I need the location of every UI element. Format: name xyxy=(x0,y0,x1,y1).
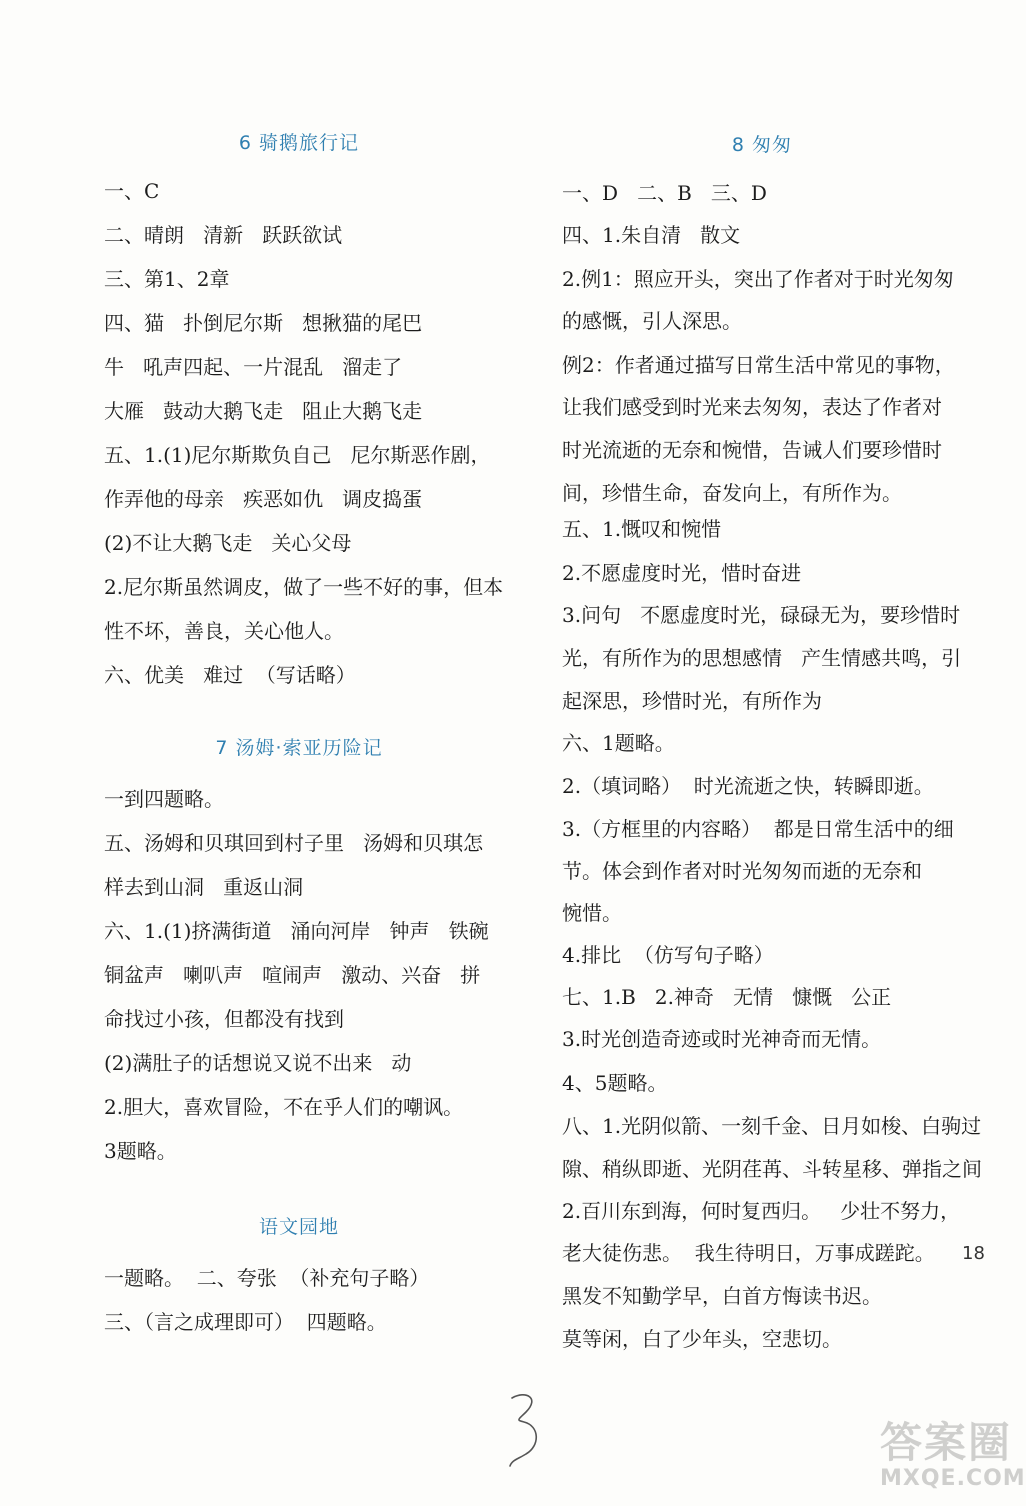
answer-line: 八、1.光阴似箭、一刻千金、日月如梭、白驹过 xyxy=(562,1114,982,1138)
answer-line: 4.排比 （仿写句子略） xyxy=(562,943,774,967)
page-number: 18 xyxy=(962,1243,985,1264)
answer-line: 3.问句 不愿虚度时光，碌碌无为，要珍惜时 xyxy=(562,603,961,627)
answer-line: 五、汤姆和贝琪回到村子里 汤姆和贝琪怎 xyxy=(104,831,484,855)
answer-line: 2.尼尔斯虽然调皮，做了一些不好的事，但本 xyxy=(104,575,504,599)
answer-line: 光，有所作为的思想感情 产生情感共鸣，引 xyxy=(562,646,962,670)
answer-line: 七、1.B 2.神奇 无情 慷慨 公正 xyxy=(562,985,892,1009)
answer-line: 莫等闲，白了少年头，空悲切。 xyxy=(562,1327,842,1351)
answer-line: 2.不愿虚度时光，惜时奋进 xyxy=(562,561,802,585)
answer-line: 起深思，珍惜时光，有所作为 xyxy=(562,689,822,713)
answer-line: 3.（方框里的内容略） 都是日常生活中的细 xyxy=(562,817,954,841)
answer-line: 铜盆声 喇叭声 喧闹声 激动、兴奋 拼 xyxy=(104,963,481,987)
answer-line: 三、第1、2章 xyxy=(104,267,230,291)
answer-line: 3.时光创造奇迹或时光神奇而无情。 xyxy=(562,1027,882,1051)
answer-line: 一到四题略。 xyxy=(104,787,224,811)
section-6-title: 6 骑鹅旅行记 xyxy=(238,132,360,154)
answer-line: 让我们感受到时光来去匆匆，表达了作者对 xyxy=(562,395,942,419)
answer-line: 节。体会到作者对时光匆匆而逝的无奈和 xyxy=(562,859,922,883)
answer-line: (2)不让大鹅飞走 关心父母 xyxy=(104,531,352,555)
answer-line: 样去到山洞 重返山洞 xyxy=(104,875,304,899)
answer-line: 作弄他的母亲 疾恶如仇 调皮捣蛋 xyxy=(104,487,423,511)
answer-line: 时光流逝的无奈和惋惜，告诫人们要珍惜时 xyxy=(562,438,942,462)
answer-line: 3题略。 xyxy=(104,1139,177,1163)
answer-line: 2.百川东到海，何时复西归。 少壮不努力， xyxy=(562,1199,961,1223)
watermark-main: 答案圈 xyxy=(880,1418,1013,1467)
answer-line: 六、1.(1)挤满街道 涌向河岸 钟声 铁碗 xyxy=(104,919,489,943)
answer-line: 六、1题略。 xyxy=(562,731,675,755)
watermark xyxy=(880,1410,1026,1491)
section-8-title: 8 匆匆 xyxy=(731,134,793,156)
answer-line: 2.胆大，喜欢冒险，不在乎人们的嘲讽。 xyxy=(104,1095,464,1119)
answer-line: 一、C xyxy=(104,179,160,203)
answer-line: (2)满肚子的话想说又说不出来 动 xyxy=(104,1051,412,1075)
answer-line: 四、1.朱自清 散文 xyxy=(562,223,741,247)
watermark-url: MXQE.COM xyxy=(880,1466,1026,1491)
answer-line: 四、猫 扑倒尼尔斯 想揪猫的尾巴 xyxy=(104,311,423,335)
handwritten-scribble xyxy=(500,1390,550,1470)
answer-line: 五、1.慨叹和惋惜 xyxy=(562,517,722,541)
answer-line: 性不坏，善良，关心他人。 xyxy=(104,619,344,643)
answer-line: 一题略。 二、夸张 （补充句子略） xyxy=(104,1266,430,1290)
answer-line: 惋惜。 xyxy=(562,901,622,925)
yuwen-yuandi-title: 语文园地 xyxy=(258,1216,339,1238)
answer-line: 老大徒伤悲。 我生待明日，万事成蹉跎。 xyxy=(562,1241,935,1265)
answer-line: 例2：作者通过描写日常生活中常见的事物， xyxy=(562,353,955,377)
answer-line: 二、晴朗 清新 跃跃欲试 xyxy=(104,223,343,247)
answer-line: 隙、稍纵即逝、光阴荏苒、斗转星移、弹指之间 xyxy=(562,1157,982,1181)
answer-line: 的感慨，引人深思。 xyxy=(562,309,742,333)
answer-line: 六、优美 难过 （写话略） xyxy=(104,663,356,687)
section-7-title: 7 汤姆·索亚历险记 xyxy=(215,737,383,759)
answer-line: 4、5题略。 xyxy=(562,1071,668,1095)
answer-line: 三、（言之成理即可） 四题略。 xyxy=(104,1310,387,1334)
answer-line: 一、D 二、B 三、D xyxy=(562,181,767,205)
answer-line: 牛 吼声四起、一片混乱 溜走了 xyxy=(104,355,403,379)
answer-line: 大雁 鼓动大鹅飞走 阻止大鹅飞走 xyxy=(104,399,423,423)
answer-line: 黑发不知勤学早，白首方悔读书迟。 xyxy=(562,1284,882,1308)
answer-line: 间，珍惜生命，奋发向上，有所作为。 xyxy=(562,481,902,505)
answer-line: 命找过小孩，但都没有找到 xyxy=(104,1007,344,1031)
answer-line: 2.（填词略） 时光流逝之快，转瞬即逝。 xyxy=(562,774,934,798)
answer-line: 2.例1：照应开头，突出了作者对于时光匆匆 xyxy=(562,267,954,291)
answer-line: 五、1.(1)尼尔斯欺负自己 尼尔斯恶作剧， xyxy=(104,443,491,467)
